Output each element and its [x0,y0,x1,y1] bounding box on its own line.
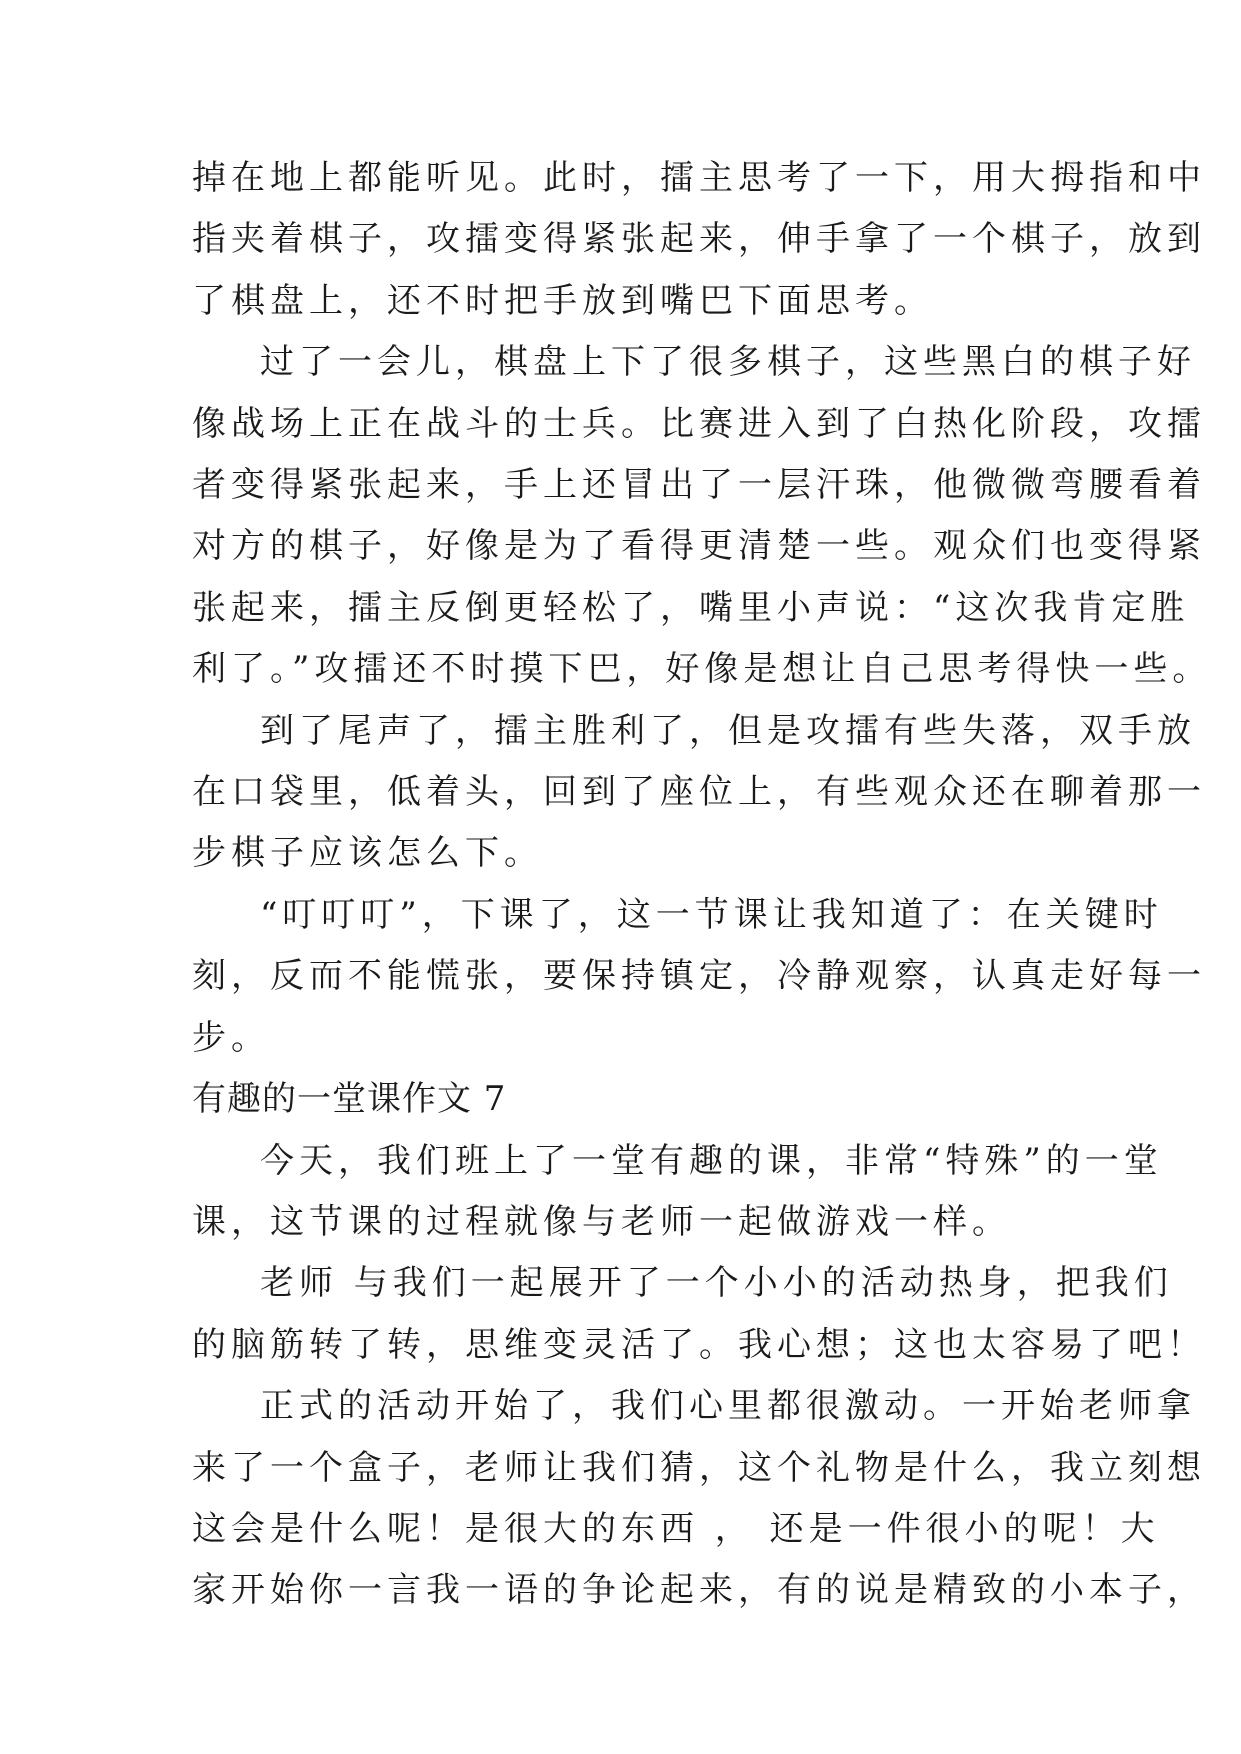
document-page [192,148,1212,1622]
paragraph [192,148,1206,332]
text-line: 正式的活动开始了，我们心里都很激动。一开始老师拿 [260,1386,1196,1427]
text-line: 过了一会儿，棋盘上下了很多棋子，这些黑白的棋子好 [260,342,1196,383]
paragraph [192,885,1206,1069]
text-line: 来了一个盒子，老师让我们猜，这个礼物是什么，我立刻想 [192,1447,1206,1488]
text-line: “叮叮叮”，下课了，这一节课让我知道了：在关键时 [260,894,1163,935]
text-line: 掉在地上都能听见。此时，擂主思考了一下，用大拇指和中 [192,158,1206,198]
paragraph [192,701,1206,885]
text-line: 课，这节课的过程就像与老师一起做游戏一样。 [192,1201,1011,1242]
text-line: 对方的棋子，好像是为了看得更清楚一些。观众们也变得紧 [192,526,1206,567]
text-line: 这会是什么呢！是很大的东西 ， 还是一件很小的呢！大 [192,1508,1160,1549]
text-line: 在口袋里，低着头，回到了座位上，有些观众还在聊着那一 [192,772,1206,813]
text-line: 刻，反而不能慌张，要保持镇定，冷静观察，认真走好每一 [192,956,1206,997]
text-line: 步。 [192,1017,270,1058]
text-line: 张起来，擂主反倒更轻松了，嘴里小声说：“这次我肯定胜 [192,587,1190,628]
text-line: 到了尾声了，擂主胜利了，但是攻擂有些失落，双手放 [260,710,1196,751]
section-heading: 有趣的一堂课作文 7 [192,1079,507,1120]
text-line: 了棋盘上，还不时把手放到嘴巴下面思考。 [192,280,933,321]
paragraph [192,1376,1206,1622]
text-line: 者变得紧张起来，手上还冒出了一层汗珠，他微微弯腰看着 [192,465,1206,506]
text-line: 的脑筋转了转，思维变灵活了。我心想；这也太容易了吧！ [192,1324,1206,1365]
text-line: 家开始你一言我一语的争论起来，有的说是精致的小本子， [192,1570,1206,1611]
text-line: 步棋子应该怎么下。 [192,833,543,874]
paragraph [192,1131,1163,1254]
paragraph [192,1253,1206,1376]
paragraph [192,332,1212,700]
text-line: 利了。”攻擂还不时摸下巴，好像是想让自己思考得快一些。 [192,649,1212,690]
text-line: 像战场上正在战斗的士兵。比赛进入到了白热化阶段，攻擂 [192,403,1206,444]
text-line: 老师 与我们一起展开了一个小小的活动热身，把我们 [260,1263,1173,1304]
text-line: 指夹着棋子，攻擂变得紧张起来，伸手拿了一个棋子，放到 [192,219,1206,260]
text-line: 今天，我们班上了一堂有趣的课，非常“特殊”的一堂 [260,1140,1163,1181]
